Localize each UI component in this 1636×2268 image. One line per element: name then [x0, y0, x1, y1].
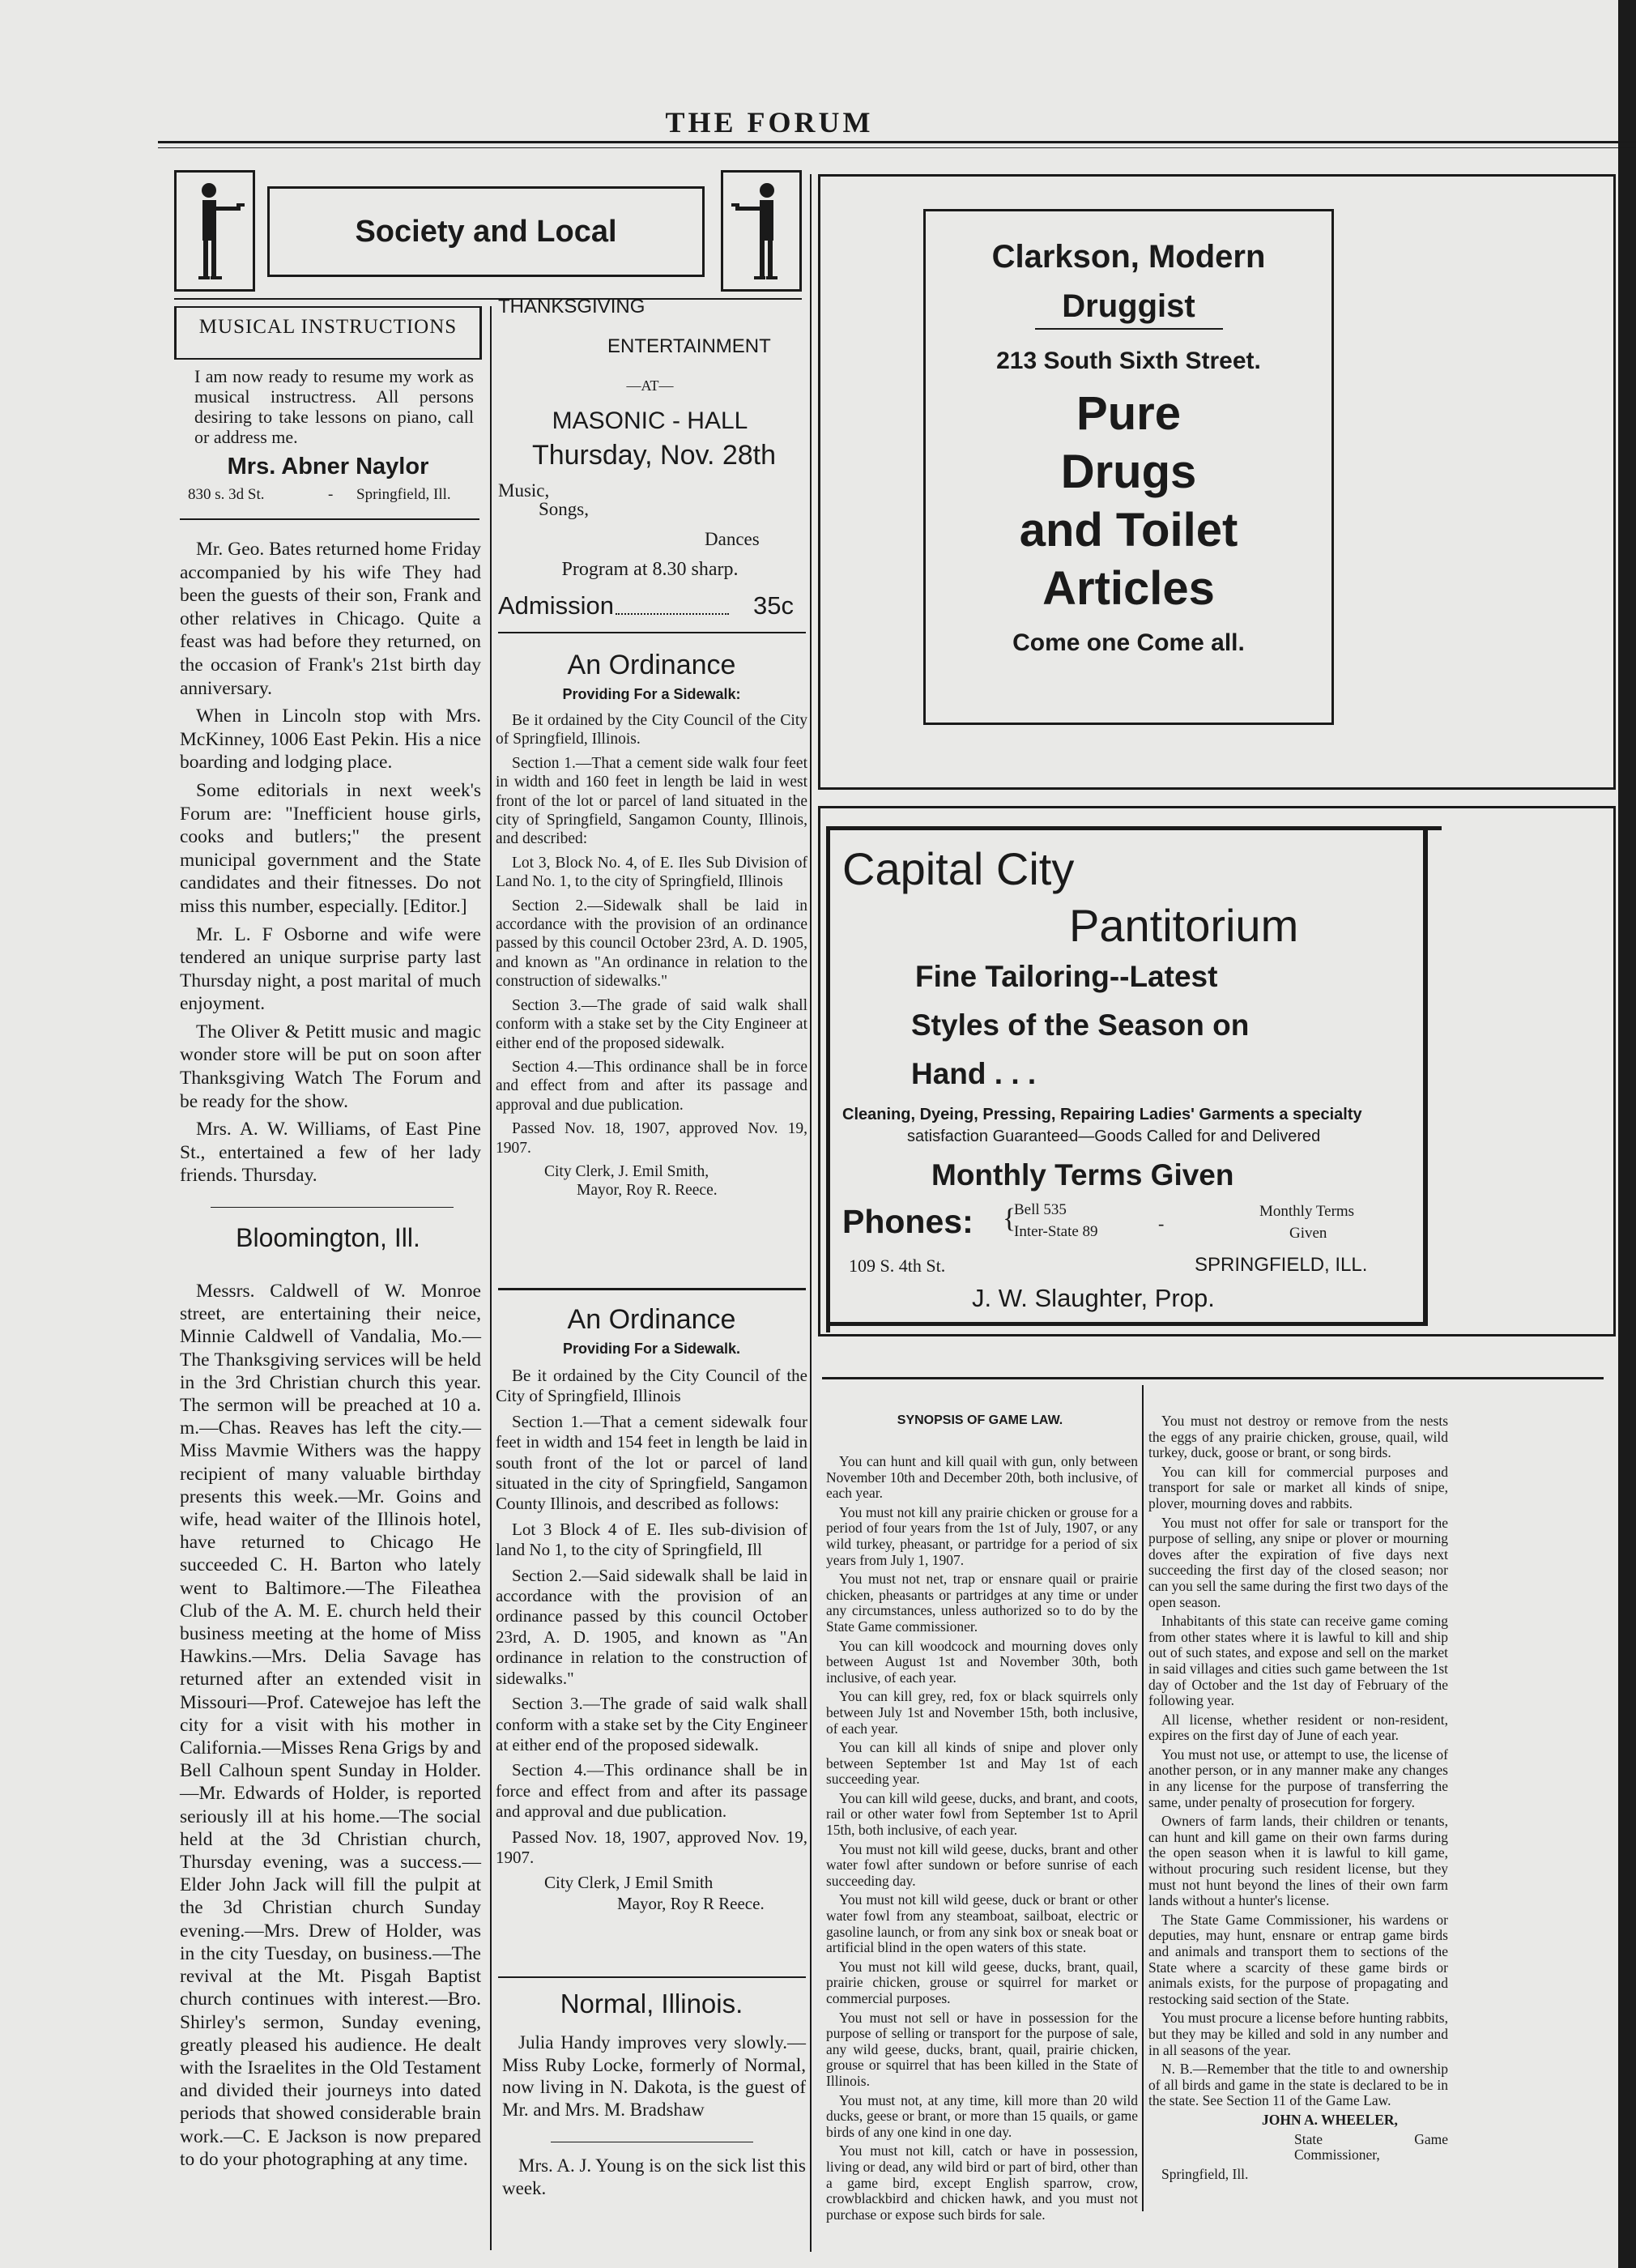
bloomington-body [180, 1280, 481, 2176]
ordinance-1-title: An Ordinance [567, 650, 736, 680]
society-item: The Oliver & Petitt music and magic wonder store will be put on soon after Thanksgiving Watch The Forum and be ready for the show. [180, 1021, 481, 1112]
ordinance-1-clerk: City Clerk, J. Emil Smith, [544, 1162, 709, 1180]
capital-line-2: Pantitorium [1069, 900, 1299, 951]
ordinance-2-para: Section 3.—The grade of said walk shall conform with a stake set by the City Engineer at either end of the proposed sidewalk. [496, 1694, 807, 1754]
musical-address: 830 s. 3d St. [188, 486, 265, 503]
game-signature-title: State Game Commissioner, [1294, 2130, 1448, 2164]
musical-city: Springfield, Ill. [356, 486, 451, 503]
masthead-rule-thin [158, 147, 1636, 148]
ordinance-2-para: Section 1.—That a cement sidewalk four feet in width and 154 feet in length be laid in south front of the lot or parcel of land situated in the city of Springfield, Sangamon County Illinois, and described as follows: [496, 1411, 807, 1514]
ordinance-2 [496, 1296, 807, 1914]
ordinance-2-para: Section 2.—Said sidewalk shall be laid in accordance with the provision of an ordinance passed by this council October 23rd, A. D. 1905, and known as "An ordinance in relation to the construction of sidewalks." [496, 1565, 807, 1688]
banner-right-panel [721, 170, 802, 292]
capital-phones: Phones: [842, 1203, 974, 1240]
society-item: Mr. Geo. Bates returned home Friday accompanied by his wife They had been the guests of their son, Frank and other relatives in Chicago. Quite a feast was had before they returned, on the occasion of Frank's 21st birth day anniversary. [180, 539, 481, 699]
clarkson-line-1: Clarkson, Modern [991, 239, 1266, 275]
clarkson-line-2: Druggist [1062, 288, 1195, 324]
bloomington-text: Messrs. Caldwell of W. Monroe street, are entertaining their neice, Minnie Caldwell of Vandalia, Mo.—The Thanksgiving services will be held in the 3rd Christian church this year. The sermon will be preached at 10 a. m.—Chas. Reaves has left the city.—Miss Mavmie Withers was the happy recipient of many valuable birthday presents this week.—Mr. Goins and wife, head waiter of the Illinois hotel, have returned to Chicago He succeeded C. H. Barton who lately went to Baltimore.—The Fileathea Club of the A. M. E. church held their business meeting at the home of Miss Hawkins.—Mrs. Delia Savage has returned after an extended visit in Missouri—Prof. Catewejoe has left the city for a visit with his mother in California.—Misses Rena Grigs by and Bell Calhoun spent Sunday in Holder.—Mr. Edwards of Holder, is reported seriously ill at his home.—The social held at the 3d Christian church, Thursday evening, was a success.—Elder John Jack will fill the pulpit at the 3d Christian church Sunday evening.—Mrs. Drew of Holder, was in the city Tuesday, on business.—The revival at the Mt. Pisgah Baptist church continues with interest.—Bro. Shirley's sermon, Sunday evening, greatly pleased his audience. He dealt with the Israelites in the Old Testament and divided their journeys into dated periods that showed considerable brain work.—C. E Jackson is now prepared to do your photographing at any time. [180, 1281, 481, 2170]
clarkson-line-8: Come one Come all. [1012, 629, 1245, 656]
society-title-box [267, 186, 705, 277]
ordinance-1-para: Section 2.—Sidewalk shall be laid in accordance with the provision of an ordinance passed by this council October 23rd, A. D. 1905, and known as "An ordinance in relation to the construction of sidewalks." [496, 897, 807, 991]
society-item: Some editorials in next week's Forum are: "Inefficient house girls, cooks and butlers;" the present municipal government and the State candidates and their fitnesses. Do not miss this number, especially. [Editor.] [180, 779, 481, 917]
ordinance-2-para: Lot 3 Block 4 of E. Iles sub-division of land No 1, to the city of Springfield, Ill [496, 1519, 807, 1560]
thanks-music: Music, [498, 480, 550, 501]
ordinance-1-subtitle: Providing For a Sidewalk: [562, 686, 741, 702]
game-rule: You must not, at any time, kill more than 20 wild ducks, geese or brant, or more than 15 quails, or game birds of any one kind in one day. [826, 2091, 1138, 2140]
capital-frame-right [1423, 830, 1428, 1324]
game-rule: You must not offer for sale or transport for the purpose of selling, any snipe or plover or mourning doves after the expiration of five days next succeeding the first day of the closed season; nor can you sell the same during the first two days of the open season. [1148, 1514, 1448, 1610]
ordinance-1 [496, 642, 807, 1200]
capital-prop: J. W. Slaughter, Prop. [972, 1284, 1215, 1312]
capital-monthly-1: Monthly Terms [1259, 1203, 1355, 1220]
ordinance-2-para: Be it ordained by the City Council of the City of Springfield, Illinois [496, 1366, 807, 1406]
capital-monthly-2: Given [1289, 1225, 1327, 1242]
clarkson-line-5: Drugs [1060, 446, 1197, 498]
bloomington-title: Bloomington, Ill. [236, 1223, 420, 1252]
game-rule: You must not kill wild geese, ducks, brant and other water fowl after sundown or before sunrise of each succeeding day. [826, 1840, 1138, 1889]
clarkson-line-4: Pure [1076, 387, 1181, 440]
capital-interstate: Inter-State 89 [1014, 1223, 1098, 1240]
game-rule: You must not kill any prairie chicken or grouse for a period of four years from the 1st of July, 1907, or any wild turkey, pheasant, or partridge for a period of six years from July 1, 1907. [826, 1503, 1138, 1568]
capital-city: SPRINGFIELD, ILL. [1195, 1254, 1368, 1276]
ordinance-1-para: Section 3.—The grade of said walk shall conform with a stake set by the City Engineer at either end of the proposed sidewalk. [496, 996, 807, 1052]
young-item [502, 2155, 806, 2204]
clarkson-ad-content [923, 239, 1334, 657]
game-rule: Owners of farm lands, their children or tenants, can hunt and kill game on their own farms during the open season when it is lawful to kill game, without procuring such resident license, but they must not hunt beyond the lines of their own farm lands without a hunter's license. [1148, 1813, 1448, 1909]
thanks-at: —AT— [626, 377, 674, 394]
waiter-figure-icon [177, 173, 253, 289]
ordinance-divider [498, 1288, 806, 1290]
game-rule: You must not kill, catch or have in possession, living or dead, any wild bird or part of bird, other than a game bird, except English sparrow, crow, crowblackbird and chicken hawk, and you must not purchase or expose such birds for sale. [826, 2142, 1138, 2223]
capital-line-4: Styles of the Season on [911, 1008, 1250, 1042]
game-rule: You can kill wild geese, ducks, and brant, and coots, rail or other water fowl from September 1st to April 15th, both inclusive, of each year. [826, 1789, 1138, 1839]
game-rule: N. B.—Remember that the title to and ownership of all birds and game in the state is declared to be in the state. See Section 11 of the Game Law. [1148, 2061, 1448, 2109]
thanks-songs: Songs, [539, 499, 589, 519]
capital-line-6: Cleaning, Dyeing, Pressing, Repairing Ladies' Garments a specialty [842, 1106, 1362, 1123]
column-divider-1 [490, 306, 492, 2250]
capital-frame-bottom [830, 1322, 1428, 1326]
capital-separator: - [1158, 1213, 1165, 1234]
game-signature-place: Springfield, Ill. [1161, 2165, 1249, 2182]
game-rule: You must not sell or have in possession for the purpose of selling or transport for the purpose of sale, any wild geese, ducks, brant, quail, prairie chicken, grouse or squirrel that has been killed in the State of Illinois. [826, 2009, 1138, 2089]
game-rule: You must not kill wild geese, duck or brant or other water fowl from any steamboat, sailboat, electric or gasoline launch, or from any sink box or sneak boat or artificial blind in the open waters of this state. [826, 1891, 1138, 1956]
game-rule: You must not destroy or remove from the nests the eggs of any prairie chicken, grouse, quail, wild turkey, duck, goose or brant, or song birds. [1148, 1413, 1448, 1461]
game-rule: You must procure a license before hunting rabbits, but they may be killed and sold in any number and in all seasons of the year. [1148, 2010, 1448, 2058]
capital-line-1: Capital City [842, 843, 1075, 894]
banner-underline [174, 298, 802, 300]
game-column-divider [1142, 1385, 1144, 2211]
society-item: When in Lincoln stop with Mrs. McKinney, 1006 East Pekin. His a nice boarding and lodging place. [180, 706, 481, 774]
masthead-rule [158, 141, 1636, 143]
game-signature-name: JOHN A. WHEELER, [1262, 2111, 1398, 2128]
game-rule: You can kill grey, red, fox or black squirrels only between July 1st and November 15th, both inclusive, of each year. [826, 1688, 1138, 1737]
ordinance-2-clerk: City Clerk, J Emil Smith [544, 1873, 714, 1893]
game-right-column [1148, 1413, 1448, 2182]
clarkson-line-6: and Toilet [1019, 504, 1238, 556]
thanks-program: Program at 8.30 sharp. [561, 559, 739, 580]
clarkson-line-3: 213 South Sixth Street. [996, 347, 1261, 374]
ordinance-1-para: Lot 3, Block No. 4, of E. Iles Sub Division of Land No. 1, to the city of Springfield, Illinois [496, 854, 807, 891]
ordinance-1-para: Section 1.—That a cement side walk four feet in width and 160 feet in length be laid in west front of the lot or parcel of land situated in the city of Springfield, Sangamon County, Illinois, and described: [496, 754, 807, 848]
ordinance-2-title: An Ordinance [567, 1304, 736, 1335]
society-banner [174, 170, 802, 292]
thanks-admission: Admission [498, 591, 614, 620]
society-item: Mr. L. F Osborne and wife were tendered an unique surprise party last Thursday night, a post marital of much enjoyment. [180, 923, 481, 1015]
society-item: Mrs. A. W. Williams, of East Pine St., entertained a few of her lady friends. Thursday. [180, 1119, 481, 1187]
game-rule: You can hunt and kill quail with gun, only between November 10th and December 20th, both inclusive, of each year. [826, 1453, 1138, 1502]
ordinance-2-subtitle: Providing For a Sidewalk. [562, 1341, 741, 1357]
musical-name: Mrs. Abner Naylor [227, 454, 429, 480]
game-left-column [826, 1454, 1138, 2226]
thanks-title-1: THANKSGIVING [498, 296, 645, 318]
musical-separator: - [328, 486, 334, 503]
waiter-figure-icon [723, 173, 799, 289]
game-rule: You must not use, or attempt to use, the license of another person, or in any manner make any changes in any license for the purpose of transferring the same, under penalty of prosecution for forgery. [1148, 1746, 1448, 1810]
clarkson-line-7: Articles [1042, 562, 1215, 615]
game-rule: All license, whether resident or non-resident, expires on the first day of June of each year. [1148, 1711, 1448, 1744]
normal-rule [498, 1976, 806, 1978]
thanks-title-2: ENTERTAINMENT [607, 335, 771, 357]
musical-body: I am now ready to resume my work as musical instructress. All persons desiring to take lessons on piano, call or address me. [194, 366, 474, 447]
page-edge-shadow [1618, 0, 1636, 2268]
bloom-rule [211, 1207, 454, 1208]
ordinance-1-para: Be it ordained by the City Council of the City of Springfield, Illinois. [496, 712, 807, 748]
thanks-price: 35c [753, 591, 794, 620]
musical-rule [180, 518, 479, 520]
normal-title: Normal, Illinois. [560, 1989, 743, 2019]
game-rule: You can kill all kinds of snipe and plover only between September 1st and May 1st of each succeeding year. [826, 1739, 1138, 1788]
thanks-hall: MASONIC - HALL [552, 407, 748, 434]
ordinance-1-mayor: Mayor, Roy R. Reece. [577, 1182, 718, 1200]
young-text: Mrs. A. J. Young is on the sick list this week. [502, 2155, 806, 2198]
clarkson-rule [1035, 328, 1223, 330]
musical-title: MUSICAL INSTRUCTIONS [198, 316, 458, 338]
capital-line-5: Hand . . . [911, 1057, 1037, 1090]
society-title: Society and Local [355, 214, 617, 249]
ordinance-2-para: Passed Nov. 18, 1907, approved Nov. 19, 1907. [496, 1827, 807, 1867]
thanks-date: Thursday, Nov. 28th [531, 440, 777, 471]
game-top-rule [822, 1377, 1604, 1379]
ordinance-1-para: Passed Nov. 18, 1907, approved Nov. 19, 1907. [496, 1120, 807, 1157]
capital-line-3: Fine Tailoring--Latest [915, 960, 1218, 993]
game-title: SYNOPSIS OF GAME LAW. [897, 1413, 1063, 1427]
thanks-leader-dots [616, 613, 729, 615]
game-rule: Inhabitants of this state can receive game coming from other states where it is lawful to kill and ship out of such states, and expose and sell on the market in said villages and cities such game between the 1st day of October and the 1st day of February of the following year. [1148, 1613, 1448, 1709]
ordinance-2-para: Section 4.—This ordinance shall be in force and effect from and after its passage and approval and due publication. [496, 1760, 807, 1822]
masthead: THE FORUM [665, 106, 874, 139]
game-rule: You must not net, trap or ensnare quail or prairie chicken, pheasants or partridges at any time or under any circumstances, unless authorized so to do by the State Game commissioner. [826, 1571, 1138, 1635]
banner-left-panel [174, 170, 255, 292]
ordinance-1-para: Section 4.—This ordinance shall be in force and effect from and after its passage and approval and due publication. [496, 1058, 807, 1114]
game-rule: You can kill woodcock and mourning doves only between August 1st and November 30th, both inclusive, of each year. [826, 1637, 1138, 1686]
capital-line-8: Monthly Terms Given [931, 1158, 1234, 1192]
game-rule: You must not kill wild geese, ducks, brant, quail, prairie chicken, grouse or squirrel for market or commercial purposes. [826, 1958, 1138, 2006]
game-rule: The State Game Commissioner, his wardens or deputies, may hunt, ensnare or entrap game birds and animals and transport them to sections of the State where a scarcity of these game birds or animals exists, for the purpose of propagating and restocking said section of the State. [1148, 1911, 1448, 2007]
capital-brace: { [1003, 1204, 1016, 1234]
capital-bell: Bell 535 [1014, 1201, 1067, 1218]
capital-address: 109 S. 4th St. [849, 1256, 946, 1276]
capital-line-7: satisfaction Guaranteed—Goods Called for and Delivered [907, 1128, 1321, 1145]
capital-ad-content [826, 826, 1442, 1332]
society-items [180, 538, 481, 1192]
thanks-rule [498, 632, 806, 633]
normal-text: Julia Handy improves very slowly.—Miss Ruby Locke, formerly of Normal, now living in N. Dakota, is the guest of Mr. and Mrs. M. Bradshaw [502, 2032, 806, 2120]
thanks-dances: Dances [705, 529, 760, 549]
column-divider-2 [810, 174, 812, 2252]
normal-body [502, 2031, 806, 2125]
ordinance-2-mayor: Mayor, Roy R Reece. [617, 1893, 765, 1913]
game-rule: You can kill for commercial purposes and transport for sale or market all kinds of snipe, plover, mourning doves and rabbits. [1148, 1463, 1448, 1511]
